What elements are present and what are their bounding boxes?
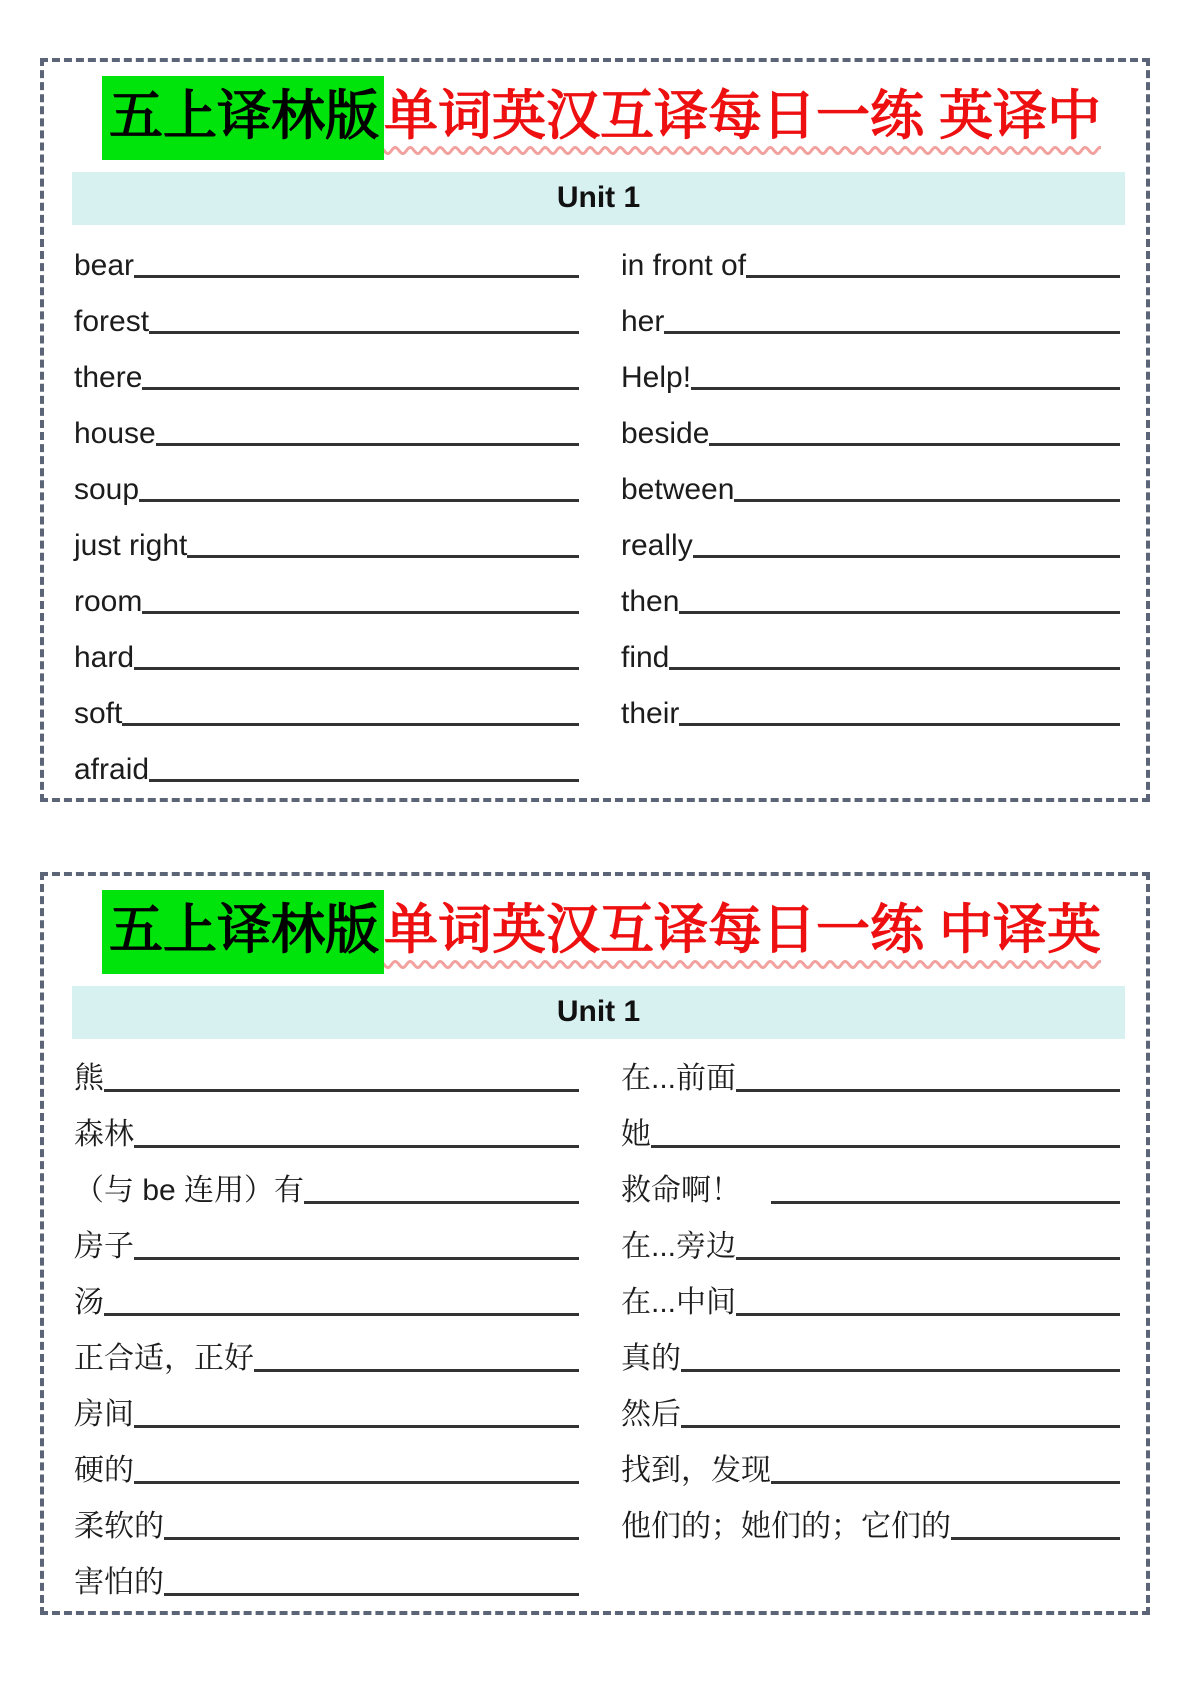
answer-blank bbox=[187, 555, 579, 558]
word-row bbox=[621, 1045, 1120, 1101]
answer-blank bbox=[693, 555, 1120, 558]
word-row bbox=[74, 1325, 579, 1381]
word-label: hard bbox=[74, 640, 135, 674]
word-label: 森林 bbox=[74, 1117, 134, 1151]
word-label: house bbox=[74, 416, 156, 450]
word-label: afraid bbox=[74, 752, 150, 786]
word-label: their bbox=[621, 696, 680, 730]
answer-blank bbox=[149, 331, 579, 334]
word-label: 在...旁边 bbox=[621, 1229, 737, 1263]
word-label: room bbox=[74, 584, 143, 618]
word-label: 在...前面 bbox=[621, 1061, 737, 1095]
word-label: forest bbox=[74, 304, 150, 338]
answer-blank bbox=[122, 723, 579, 726]
worksheet-panel-chinese-to-english bbox=[40, 872, 1150, 1615]
answer-blank bbox=[134, 275, 579, 278]
title-main: 单词英汉互译每日一练 英译中 bbox=[384, 86, 1102, 146]
answer-blank bbox=[254, 1369, 579, 1372]
word-row bbox=[74, 1437, 579, 1493]
word-row bbox=[621, 1325, 1120, 1381]
answer-blank bbox=[304, 1201, 579, 1204]
answer-blank bbox=[139, 499, 579, 502]
word-label: （与 be 连用）有 bbox=[74, 1173, 305, 1207]
word-row bbox=[621, 455, 1120, 511]
word-row bbox=[621, 511, 1120, 567]
panel-title bbox=[102, 76, 1146, 160]
word-label: 救命啊！ bbox=[621, 1173, 771, 1207]
word-label: 汤 bbox=[74, 1285, 104, 1319]
word-row bbox=[621, 679, 1120, 735]
word-label: 真的 bbox=[621, 1341, 681, 1375]
answer-blank bbox=[681, 1425, 1120, 1428]
word-label: in front of bbox=[621, 248, 747, 282]
answer-blank bbox=[746, 275, 1120, 278]
word-row bbox=[74, 1493, 579, 1549]
answer-blank bbox=[669, 667, 1120, 670]
word-row bbox=[621, 1101, 1120, 1157]
answer-blank bbox=[681, 1369, 1120, 1372]
word-label: 柔软的 bbox=[74, 1509, 164, 1543]
right-column bbox=[621, 231, 1120, 791]
word-label: her bbox=[621, 304, 665, 338]
panel-title bbox=[102, 890, 1146, 974]
answer-blank bbox=[156, 443, 579, 446]
answer-blank bbox=[771, 1481, 1120, 1484]
word-row bbox=[621, 623, 1120, 679]
word-label: 房子 bbox=[74, 1229, 134, 1263]
word-row bbox=[74, 287, 579, 343]
word-label: soft bbox=[74, 696, 123, 730]
word-label: 害怕的 bbox=[74, 1565, 164, 1599]
answer-blank bbox=[736, 1313, 1120, 1316]
word-label: 正合适，正好 bbox=[74, 1341, 254, 1375]
word-row bbox=[621, 1157, 1120, 1213]
word-row bbox=[74, 511, 579, 567]
word-row bbox=[621, 343, 1120, 399]
answer-blank bbox=[104, 1089, 579, 1092]
unit-header: Unit 1 bbox=[72, 986, 1125, 1039]
word-grid bbox=[74, 231, 1120, 791]
title-highlight: 五上译林版 bbox=[102, 890, 384, 974]
word-label: soup bbox=[74, 472, 140, 506]
word-row bbox=[74, 679, 579, 735]
word-row bbox=[621, 1269, 1120, 1325]
answer-blank bbox=[664, 331, 1120, 334]
word-row bbox=[74, 735, 579, 791]
word-row bbox=[621, 1213, 1120, 1269]
title-highlight: 五上译林版 bbox=[102, 76, 384, 160]
word-row bbox=[74, 399, 579, 455]
answer-blank bbox=[134, 1257, 579, 1260]
word-row bbox=[74, 1157, 579, 1213]
word-row bbox=[621, 1493, 1120, 1549]
answer-blank bbox=[734, 499, 1120, 502]
answer-blank bbox=[951, 1537, 1120, 1540]
answer-blank bbox=[736, 1257, 1120, 1260]
answer-blank bbox=[142, 611, 579, 614]
word-row bbox=[621, 567, 1120, 623]
word-label: bear bbox=[74, 248, 135, 282]
word-row bbox=[74, 1101, 579, 1157]
word-label: 找到，发现 bbox=[621, 1453, 771, 1487]
answer-blank bbox=[709, 443, 1120, 446]
word-label: 硬的 bbox=[74, 1453, 134, 1487]
right-column bbox=[621, 1045, 1120, 1605]
left-column bbox=[74, 231, 579, 791]
answer-blank bbox=[679, 611, 1120, 614]
answer-blank bbox=[134, 1481, 579, 1484]
word-row bbox=[621, 399, 1120, 455]
word-row bbox=[74, 455, 579, 511]
word-row bbox=[74, 1045, 579, 1101]
answer-blank bbox=[651, 1145, 1120, 1148]
word-row bbox=[74, 1213, 579, 1269]
word-label: then bbox=[621, 584, 680, 618]
word-grid bbox=[74, 1045, 1120, 1605]
word-label: 房间 bbox=[74, 1397, 134, 1431]
word-label: beside bbox=[621, 416, 710, 450]
answer-blank bbox=[679, 723, 1120, 726]
answer-blank bbox=[134, 1425, 579, 1428]
left-column bbox=[74, 1045, 579, 1605]
word-row bbox=[74, 567, 579, 623]
word-label: really bbox=[621, 528, 693, 562]
answer-blank bbox=[771, 1201, 1120, 1204]
word-label: find bbox=[621, 640, 670, 674]
word-row bbox=[74, 1549, 579, 1605]
word-row bbox=[74, 231, 579, 287]
word-row bbox=[621, 1437, 1120, 1493]
word-row bbox=[74, 1381, 579, 1437]
word-label: 他们的；她们的；它们的 bbox=[621, 1509, 951, 1543]
word-label: there bbox=[74, 360, 143, 394]
word-label: between bbox=[621, 472, 735, 506]
word-row bbox=[74, 1269, 579, 1325]
answer-blank bbox=[134, 1145, 579, 1148]
word-row bbox=[621, 231, 1120, 287]
unit-header: Unit 1 bbox=[72, 172, 1125, 225]
answer-blank bbox=[134, 667, 579, 670]
word-label: Help! bbox=[621, 360, 692, 394]
word-label: 在...中间 bbox=[621, 1285, 737, 1319]
answer-blank bbox=[142, 387, 579, 390]
word-row bbox=[74, 343, 579, 399]
answer-blank bbox=[104, 1313, 579, 1316]
worksheet-panel-english-to-chinese bbox=[40, 58, 1150, 802]
word-label: 熊 bbox=[74, 1061, 104, 1095]
word-label: just right bbox=[74, 528, 188, 562]
word-label: 她 bbox=[621, 1117, 651, 1151]
answer-blank bbox=[149, 779, 579, 782]
word-row bbox=[621, 287, 1120, 343]
answer-blank bbox=[691, 387, 1120, 390]
word-row bbox=[621, 1381, 1120, 1437]
answer-blank bbox=[736, 1089, 1120, 1092]
word-label: 然后 bbox=[621, 1397, 681, 1431]
title-main: 单词英汉互译每日一练 中译英 bbox=[384, 900, 1102, 960]
answer-blank bbox=[164, 1537, 579, 1540]
word-row bbox=[74, 623, 579, 679]
answer-blank bbox=[164, 1593, 579, 1596]
